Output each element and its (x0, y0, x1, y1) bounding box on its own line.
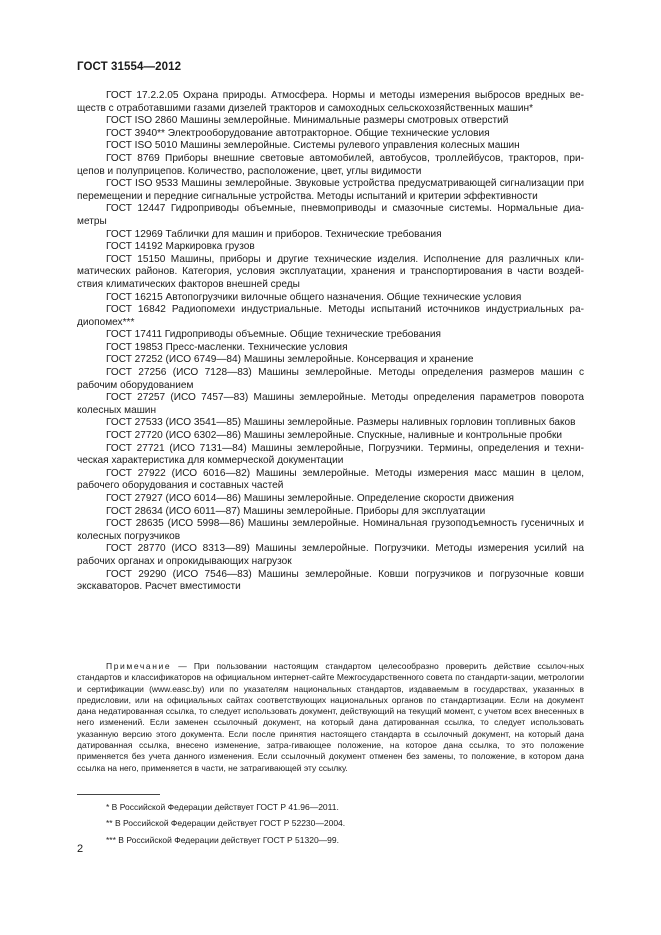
reference-item: ГОСТ 12447 Гидроприводы объемные, пневмоприводы и смазочные системы. Нормальные диа-метры (77, 203, 584, 227)
note-label: Примечание (106, 661, 172, 671)
reference-item: ГОСТ 17411 Гидроприводы объемные. Общие технические требования (106, 329, 441, 341)
reference-item: ГОСТ 28770 (ИСО 8313—89) Машины землеройные. Погрузчики. Методы измерения усилий на рабочих органах и опрокидывающих нагрузок (77, 543, 584, 567)
reference-item: ГОСТ 15150 Машины, приборы и другие технические изделия. Исполнение для различных кли-матических районов. Категория, условия эксплуатации, хранения и транспортирования в части воздей-ствия климатических факторов внешней среды (77, 253, 584, 290)
reference-item: ГОСТ 27252 (ИСО 6749—84) Машины землеройные. Консервация и хранение (106, 354, 474, 366)
reference-item: ГОСТ 3940** Электрооборудование автотракторное. Общие технические условия (106, 127, 490, 139)
reference-item: ГОСТ 27922 (ИСО 6016—82) Машины землеройные. Методы измерения масс машин в целом, рабочего оборудования и составных частей (77, 467, 584, 492)
reference-item: ГОСТ ISO 5010 Машины землеройные. Системы рулевого управления колесных машин (106, 140, 520, 152)
reference-item: ГОСТ 27720 (ИСО 6302—86) Машины землеройные. Спускные, наливные и контрольные пробки (106, 430, 563, 442)
reference-item: ГОСТ 28635 (ИСО 5998—86) Машины землеройные. Номинальная грузоподъемность гусеничных и колесных погрузчиков (77, 518, 584, 542)
reference-item: ГОСТ 14192 Маркировка грузов (106, 241, 255, 253)
note-paragraph (77, 661, 584, 774)
reference-item: ГОСТ ISO 2860 Машины землеройные. Минимальные размеры смотровых отверстий (106, 115, 509, 127)
note-block (77, 661, 584, 774)
reference-item: ГОСТ 12969 Таблички для машин и приборов. Технические требования (106, 228, 442, 240)
reference-item: ГОСТ 27721 (ИСО 7131—84) Машины землеройные, Погрузчики. Термины, определения и техни-ческая характеристика для коммерческой документации (77, 442, 584, 467)
note-text: — При пользовании настоящим стандартом целесообразно проверить действие ссылоч-ных стандартов и классификаторов на официальном интернет-сайте Межгосударственного совета по стандарти-зации, метрологии и сертификации (www.easc.by) или по указателям национальных стандартов, издаваемым в государствах, указанных в предисловии, или на официальных сайтах соответствующих национальных органов по стандартизации. Если на документ дана недатированная ссылка, то следует использовать документ, действующий на текущий момент, с учетом всех внесенных в него изменений. Если заменен ссылочный документ, на который дана датированная ссылка, то следует использовать указанную версию этого документа. Если после принятия настоящего стандарта в ссылочный документ, на который дана датированная ссылка, внесено изменение, затра-гивающее положение, на которое дана ссылка, то это положение применяется без учета данного изменения. Если ссылочный документ отменен без замены, то положение, в котором дана ссылка на него, применяется в части, не затрагивающей эту ссылку. (77, 661, 584, 773)
footnotes (77, 799, 584, 848)
reference-item: ГОСТ 8769 Приборы внешние световые автомобилей, автобусов, троллейбусов, тракторов, при-цепов и полуприцепов. Количество, расположение, цвет, углы видимости (77, 152, 584, 177)
reference-item: ГОСТ 27533 (ИСО 3541—85) Машины землеройные. Размеры наливных горловин топливных баков (106, 417, 576, 429)
page-number: 2 (77, 843, 84, 855)
footnote-item: *** В Российской Федерации действует ГОСТ Р 51320—99. (106, 834, 339, 845)
reference-item: ГОСТ 28634 (ИСО 6011—87) Машины землеройные. Приборы для эксплуатации (106, 505, 486, 517)
reference-item: ГОСТ 16842 Радиопомехи индустриальные. Методы испытаний источников индустриальных ра-диопомех*** (77, 304, 584, 328)
document-header: ГОСТ 31554—2012 (77, 61, 182, 73)
normative-references (77, 90, 584, 594)
footnote-item: * В Российской Федерации действует ГОСТ Р 41.96—2011. (106, 802, 339, 812)
reference-item: ГОСТ 29290 (ИСО 7546—83) Машины землеройные. Ковши погрузчиков и погрузочные ковши экскаваторов. Расчет вместимости (77, 568, 584, 593)
reference-item: ГОСТ 16215 Автопогрузчики вилочные общего назначения. Общие технические условия (106, 291, 522, 303)
reference-item: ГОСТ 27256 (ИСО 7128—83) Машины землеройные. Методы определения размеров машин с рабочим оборудованием (77, 367, 584, 391)
footnote-item: ** В Российской Федерации действует ГОСТ Р 52230—2004. (106, 818, 346, 829)
reference-item: ГОСТ 19853 Пресс-масленки. Технические условия (106, 341, 348, 353)
footnote-divider (77, 794, 160, 795)
reference-item: ГОСТ ISO 9533 Машины землеройные. Звуковые устройства предусматривающей сигнализации при перемещении и передние сигнальные устройства. Методы испытаний и критерии эффективности (77, 178, 584, 202)
reference-item: ГОСТ 27927 (ИСО 6014—86) Машины землеройные. Определение скорости движения (106, 493, 514, 504)
reference-item: ГОСТ 17.2.2.05 Охрана природы. Атмосфера. Нормы и методы измерения выбросов вредных ве-ществ с отработавшими газами дизелей тракторов и самоходных сельскохозяйственных машин* (77, 90, 584, 114)
reference-item: ГОСТ 27257 (ИСО 7457—83) Машины землеройные. Методы определения параметров поворота колесных машин (77, 392, 584, 416)
